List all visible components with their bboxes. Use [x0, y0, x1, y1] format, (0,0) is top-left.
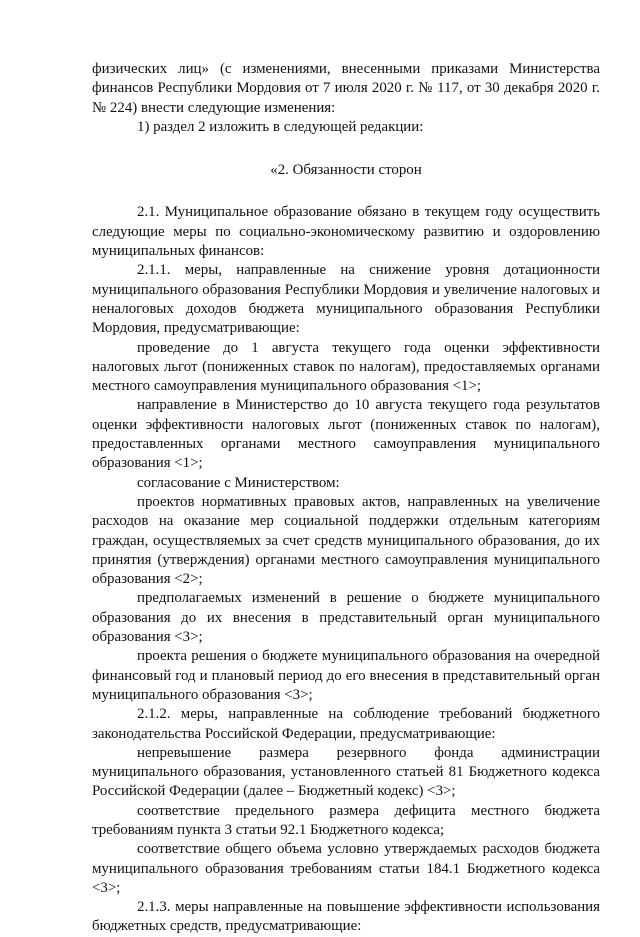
paragraph-approval-intro: согласование с Министерством:: [137, 474, 340, 491]
paragraph-conditional-expenses: соответствие общего объема условно утверждаемых расходов бюджета муниципального образования требованиям статьи 184.1 Бюджетного кодекса <3>;: [92, 841, 600, 896]
paragraph-tax-benefit-assessment: проведение до 1 августа текущего года оценки эффективности налоговых льгот (пониженных ставок по налогам), предоставляемых органами местного самоуправления муниципального образования <1>;: [92, 339, 600, 395]
paragraph-2-1-1: 2.1.1. меры, направленные на снижение уровня дотационности муниципального образования Республики Мордовия и увеличение налоговых и неналоговых доходов бюджета муниципального образования Республики Мордовия, предусматривающие:: [92, 262, 600, 337]
document-page: [92, 60, 600, 937]
paragraph-amendment-item: 1) раздел 2 изложить в следующей редакции:: [137, 118, 424, 135]
paragraph-draft-regulations: проектов нормативных правовых актов, направленных на увеличение расходов на оказание мер социальной поддержки отдельным категориям граждан, осуществляемых за счет средств муниципального образования, до их принятия (утверждения) органами местного самоуправления муниципального образования <2>;: [92, 493, 600, 588]
paragraph-continuation: физических лиц» (с изменениями, внесенными приказами Министерства финансов Республики Мордовия от 7 июля 2020 г. № 117, от 30 декабря 2020 г. № 224) внести следующие изменения:: [92, 61, 600, 116]
paragraph-2-1-2: 2.1.2. меры, направленные на соблюдение требований бюджетного законодательства Российской Федерации, предусматривающие:: [92, 706, 600, 742]
paragraph-2-1: 2.1. Муниципальное образование обязано в текущем году осуществить следующие меры по социально-экономическому развитию и оздоровлению муниципальных финансов:: [92, 204, 600, 260]
section-heading: «2. Обязанности сторон: [270, 162, 422, 179]
paragraph-budget-draft: проекта решения о бюджете муниципального образования на очередной финансовый год и плановый период до его внесения в представительный орган муниципального образования <3>;: [92, 648, 600, 703]
paragraph-2-1-3: 2.1.3. меры направленные на повышение эффективности использования бюджетных средств, предусматривающие:: [92, 899, 600, 935]
paragraph-reserve-fund: непревышение размера резервного фонда администрации муниципального образования, установленного статьей 81 Бюджетного кодекса Российской Федерации (далее – Бюджетный кодекс) <3>;: [92, 744, 600, 800]
paragraph-deficit-limit: соответствие предельного размера дефицита местного бюджета требованиям пункта 3 статьи 92.1 Бюджетного кодекса;: [92, 802, 600, 838]
paragraph-budget-changes: предполагаемых изменений в решение о бюджете муниципального образования до их внесения в представительный орган муниципального образования <3>;: [92, 590, 600, 646]
paragraph-assessment-submission: направление в Министерство до 10 августа текущего года результатов оценки эффективности налоговых льгот (пониженных ставок по налогам), предоставленных органами местного самоуправления муниципального образования <1>;: [92, 397, 600, 472]
